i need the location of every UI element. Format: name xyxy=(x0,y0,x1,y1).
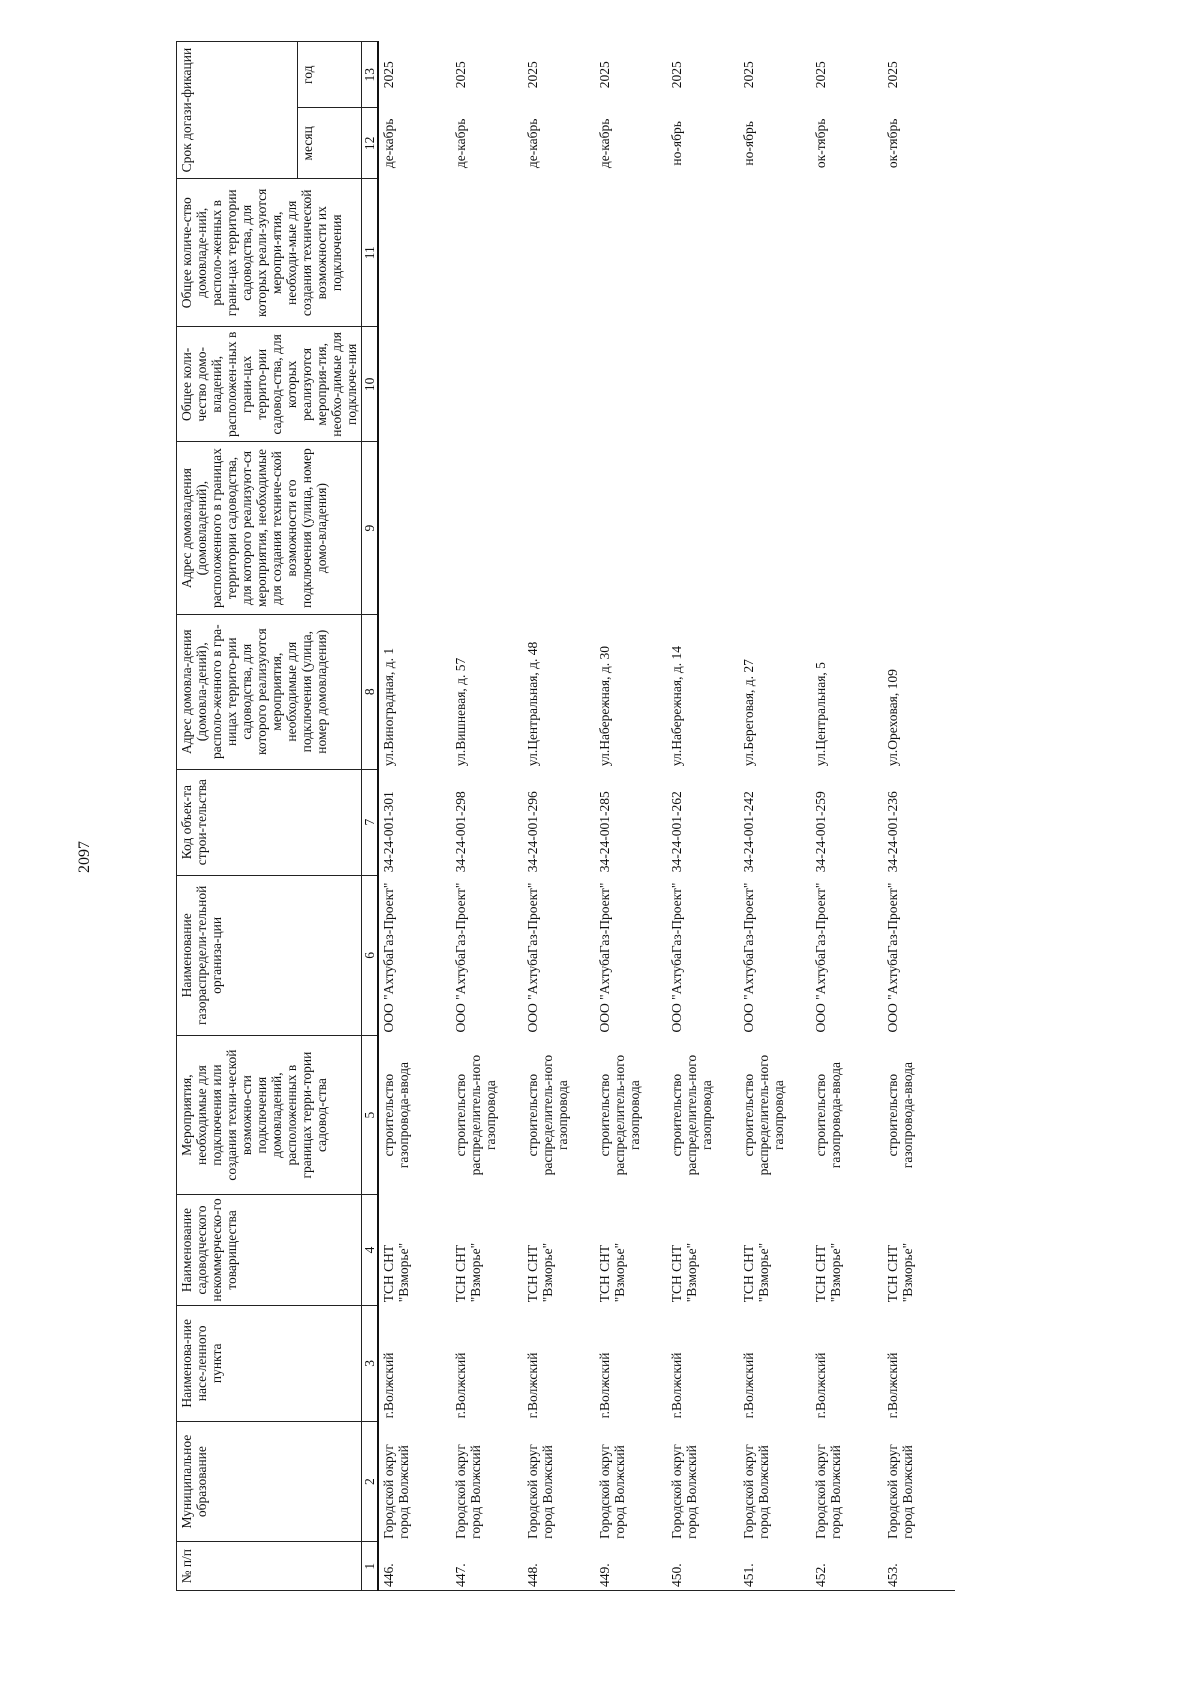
table-row xyxy=(739,42,811,1591)
gas-organization-cell: ООО "АхтубаГаз-Проект" xyxy=(885,882,900,1033)
address-connection-cell: ул.Центральная, 5 xyxy=(813,662,828,767)
table-row xyxy=(811,42,883,1591)
object-code-cell: 34-24-001-236 xyxy=(885,791,900,873)
address-connection-cell: ул.Набережная, д. 14 xyxy=(669,646,684,767)
table-row xyxy=(883,42,955,1591)
row-number: 446. xyxy=(378,1542,451,1591)
count-capability-cell xyxy=(378,179,451,327)
partnership-cell: ТСН СНТ "Взморье" xyxy=(453,1242,483,1303)
municipality-cell: Городской округ город Волжский xyxy=(597,1444,627,1539)
object-code-cell: 34-24-001-262 xyxy=(669,791,684,873)
gas-organization-cell: ООО "АхтубаГаз-Проект" xyxy=(525,882,540,1033)
column-number: 9 xyxy=(362,442,379,614)
column-number: 5 xyxy=(362,1036,379,1195)
municipality-cell: Городской округ город Волжский xyxy=(525,1444,555,1539)
month-cell: ок-тябрь xyxy=(813,118,828,169)
column-number: 13 xyxy=(362,42,379,108)
object-code-cell: 34-24-001-296 xyxy=(525,791,540,873)
gas-organization-cell: ООО "АхтубаГаз-Проект" xyxy=(813,882,828,1033)
count-connection-cell xyxy=(451,327,523,442)
column-number: 4 xyxy=(362,1195,379,1306)
header-partnership: Наименование садоводческого некоммерческо-го товарищества xyxy=(177,1195,362,1306)
page-number: 2097 xyxy=(76,841,93,873)
municipality-cell: Городской округ город Волжский xyxy=(669,1444,699,1539)
row-number: 450. xyxy=(667,1542,739,1591)
object-code-cell: 34-24-001-301 xyxy=(381,791,396,873)
address-connection-cell: ул.Ореховая, 109 xyxy=(885,669,900,767)
month-cell: но-ябрь xyxy=(669,121,684,166)
measure-cell: строительство распределитель-ного газопровода xyxy=(453,1054,498,1176)
partnership-cell: ТСН СНТ "Взморье" xyxy=(669,1242,699,1303)
column-number: 10 xyxy=(362,327,379,442)
count-capability-cell xyxy=(883,179,955,327)
month-cell: де-кабрь xyxy=(597,118,612,169)
header-settlement: Наименова-ние насе-ленного пункта xyxy=(177,1305,362,1421)
table-row xyxy=(378,42,451,1591)
header-year: год xyxy=(298,42,362,108)
column-number: 11 xyxy=(362,179,379,327)
settlement-cell: г.Волжский xyxy=(453,1352,468,1419)
measure-cell: строительство распределитель-ного газопровода xyxy=(597,1054,642,1176)
count-connection-cell xyxy=(523,327,595,442)
address-capability-cell xyxy=(451,442,523,614)
column-number: 3 xyxy=(362,1305,379,1421)
municipality-cell: Городской округ город Волжский xyxy=(381,1444,411,1539)
column-number: 8 xyxy=(362,614,379,769)
address-connection-cell: ул.Береговая, д. 27 xyxy=(741,659,756,767)
year-cell: 2025 xyxy=(813,61,828,89)
address-capability-cell xyxy=(378,442,451,614)
column-number: 12 xyxy=(362,108,379,179)
table-row xyxy=(451,42,523,1591)
municipality-cell: Городской округ город Волжский xyxy=(453,1444,483,1539)
municipality-cell: Городской округ город Волжский xyxy=(885,1444,915,1539)
settlement-cell: г.Волжский xyxy=(597,1352,612,1419)
address-connection-cell: ул.Вишневая, д. 57 xyxy=(453,657,468,767)
count-capability-cell xyxy=(667,179,739,327)
header-month: месяц xyxy=(298,108,362,179)
column-number: 6 xyxy=(362,875,379,1035)
year-cell: 2025 xyxy=(381,61,396,89)
header-object-code: Код объек-та строи-тельства xyxy=(177,769,362,875)
header-gas-organization: Наименование газораспредели-тельной организа-ции xyxy=(177,875,362,1035)
address-connection-cell: ул.Центральная, д. 48 xyxy=(525,641,540,767)
partnership-cell: ТСН СНТ "Взморье" xyxy=(525,1242,555,1303)
header-deadline-group: Срок догази-фикации xyxy=(177,42,298,179)
year-cell: 2025 xyxy=(525,61,540,89)
partnership-cell: ТСН СНТ "Взморье" xyxy=(885,1242,915,1303)
gas-organization-cell: ООО "АхтубаГаз-Проект" xyxy=(453,882,468,1033)
settlement-cell: г.Волжский xyxy=(525,1352,540,1419)
partnership-cell: ТСН СНТ "Взморье" xyxy=(597,1242,627,1303)
address-capability-cell xyxy=(883,442,955,614)
row-number: 452. xyxy=(811,1542,883,1591)
gasification-table xyxy=(176,41,955,1591)
municipality-cell: Городской округ город Волжский xyxy=(741,1444,771,1539)
address-capability-cell xyxy=(811,442,883,614)
column-number: 7 xyxy=(362,769,379,875)
measure-cell: строительство распределитель-ного газопровода xyxy=(669,1054,714,1176)
row-number: 447. xyxy=(451,1542,523,1591)
count-capability-cell xyxy=(523,179,595,327)
partnership-cell: ТСН СНТ "Взморье" xyxy=(381,1242,411,1303)
month-cell: но-ябрь xyxy=(741,121,756,166)
municipality-cell: Городской округ город Волжский xyxy=(813,1444,843,1539)
count-connection-cell xyxy=(667,327,739,442)
year-cell: 2025 xyxy=(597,61,612,89)
measure-cell: строительство распределитель-ного газопровода xyxy=(525,1054,570,1176)
column-number: 1 xyxy=(362,1542,379,1591)
partnership-cell: ТСН СНТ "Взморье" xyxy=(813,1242,843,1303)
count-capability-cell xyxy=(595,179,667,327)
year-cell: 2025 xyxy=(453,61,468,89)
object-code-cell: 34-24-001-298 xyxy=(453,791,468,873)
year-cell: 2025 xyxy=(885,61,900,89)
address-capability-cell xyxy=(523,442,595,614)
month-cell: де-кабрь xyxy=(381,118,396,169)
header-col-number: № п/п xyxy=(177,1542,362,1591)
count-capability-cell xyxy=(451,179,523,327)
object-code-cell: 34-24-001-259 xyxy=(813,791,828,873)
count-capability-cell xyxy=(811,179,883,327)
row-number: 449. xyxy=(595,1542,667,1591)
measure-cell: строительство распределитель-ного газопровода xyxy=(741,1054,786,1176)
count-capability-cell xyxy=(739,179,811,327)
rotated-table-container xyxy=(176,41,1036,1591)
settlement-cell: г.Волжский xyxy=(381,1352,396,1419)
address-connection-cell: ул.Виноградная, д. 1 xyxy=(381,647,396,767)
row-number: 451. xyxy=(739,1542,811,1591)
measure-cell: строительство газопровода-ввода xyxy=(381,1062,411,1169)
count-connection-cell xyxy=(595,327,667,442)
count-connection-cell xyxy=(739,327,811,442)
measure-cell: строительство газопровода-ввода xyxy=(813,1062,843,1169)
month-cell: де-кабрь xyxy=(453,118,468,169)
count-connection-cell xyxy=(883,327,955,442)
gas-organization-cell: ООО "АхтубаГаз-Проект" xyxy=(741,882,756,1033)
header-address-connection: Адрес домовла-дения (домовла-дений), располо-женного в гра-ницах террито-рии садоводства, для которого реализуются мероприятия, необходимые для подключения (улица, номер домовладения) xyxy=(177,614,362,769)
header-measures: Мероприятия, необходимые для подключения или создания техни-ческой возможно-сти подключения домовладений, расположенных в границах терри-тории садовод-ства xyxy=(177,1036,362,1195)
address-capability-cell xyxy=(595,442,667,614)
row-number: 448. xyxy=(523,1542,595,1591)
settlement-cell: г.Волжский xyxy=(741,1352,756,1419)
gas-organization-cell: ООО "АхтубаГаз-Проект" xyxy=(381,882,396,1033)
gas-organization-cell: ООО "АхтубаГаз-Проект" xyxy=(597,882,612,1033)
year-cell: 2025 xyxy=(741,61,756,89)
table-body xyxy=(378,42,955,1591)
table-row xyxy=(523,42,595,1591)
header-address-capability: Адрес домовладения (домовладений), расположенного в границах территории садоводства, для которого реализуют-ся мероприятия, необходимые для создания техниче-ской возможности его подключения (улица, номер домо-владения) xyxy=(177,442,362,614)
row-number: 453. xyxy=(883,1542,955,1591)
count-connection-cell xyxy=(378,327,451,442)
partnership-cell: ТСН СНТ "Взморье" xyxy=(741,1242,771,1303)
settlement-cell: г.Волжский xyxy=(669,1352,684,1419)
header-count-capability: Общее количе-ство домовладе-ний, располо-женных в грани-цах территории садоводства, для которых реали-зуются меропри-ятия, необходи-мые для создания технической возможности их подключения xyxy=(177,179,362,327)
table-row xyxy=(595,42,667,1591)
object-code-cell: 34-24-001-242 xyxy=(741,791,756,873)
count-connection-cell xyxy=(811,327,883,442)
header-municipality: Муниципальное образование xyxy=(177,1421,362,1542)
year-cell: 2025 xyxy=(669,61,684,89)
table-row xyxy=(667,42,739,1591)
month-cell: ок-тябрь xyxy=(885,118,900,169)
column-number: 2 xyxy=(362,1421,379,1542)
address-connection-cell: ул.Набережная, д. 30 xyxy=(597,646,612,767)
gas-organization-cell: ООО "АхтубаГаз-Проект" xyxy=(669,882,684,1033)
address-capability-cell xyxy=(667,442,739,614)
settlement-cell: г.Волжский xyxy=(813,1352,828,1419)
measure-cell: строительство газопровода-ввода xyxy=(885,1062,915,1169)
month-cell: де-кабрь xyxy=(525,118,540,169)
settlement-cell: г.Волжский xyxy=(885,1352,900,1419)
address-capability-cell xyxy=(739,442,811,614)
object-code-cell: 34-24-001-285 xyxy=(597,791,612,873)
header-count-connection: Общее коли-чество домо-владений, расположен-ных в грани-цах террито-рии садовод-ства, для которых реализуются мероприя-тия, необхо-димые для подключе-ния xyxy=(177,327,362,442)
